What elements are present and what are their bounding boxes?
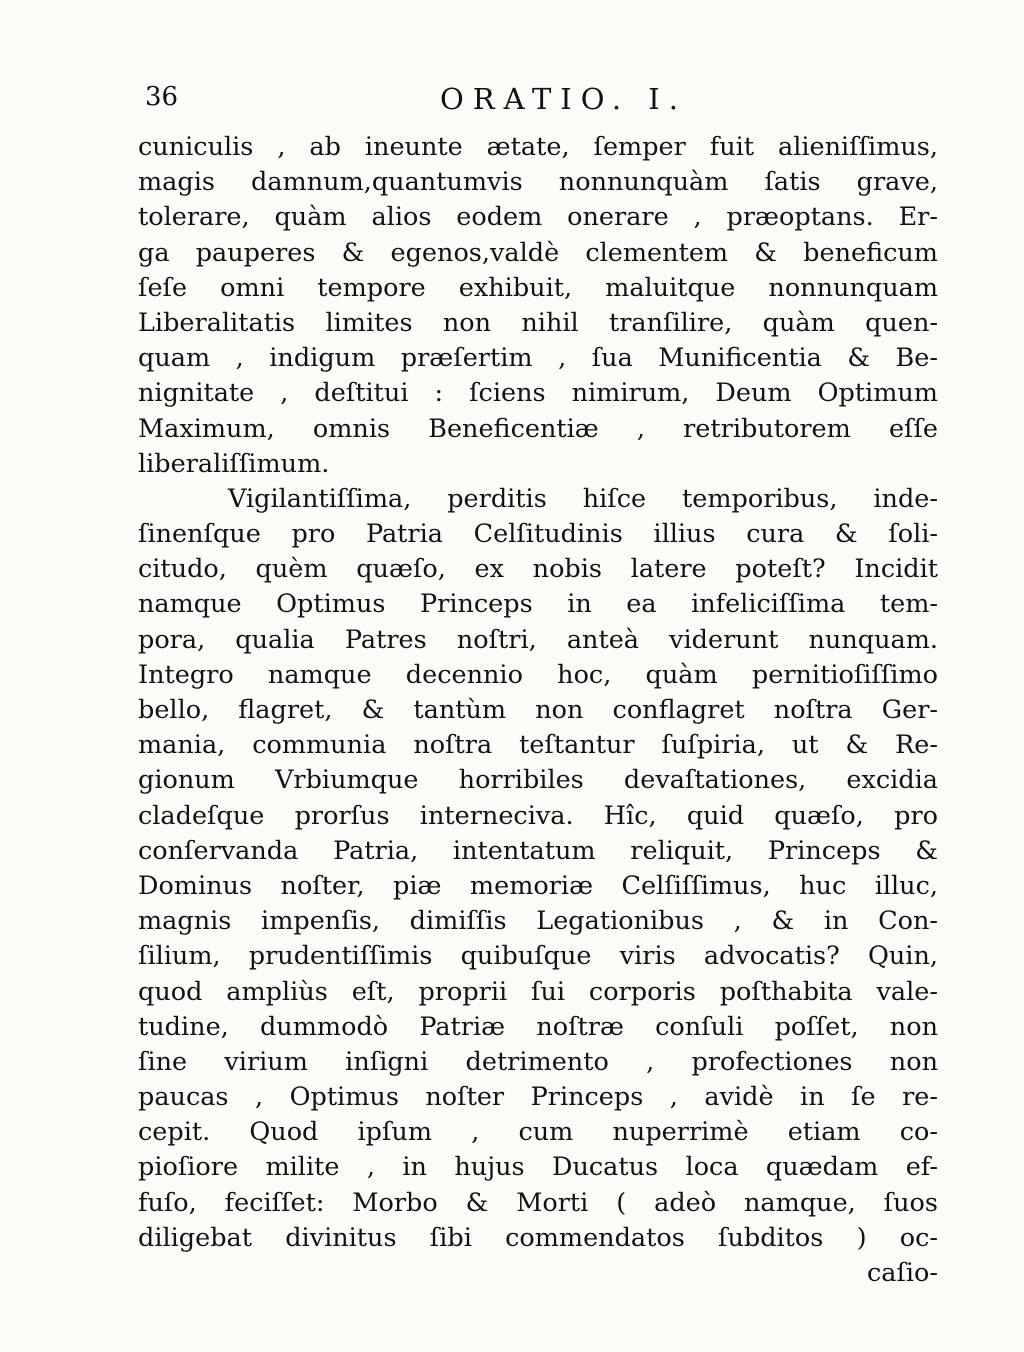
text-line: tolerare, quàm alios eodem onerare , præoptans. Er-	[138, 202, 938, 233]
text-line: bello, flagret, & tantùm non conflagret noſtra Ger-	[138, 695, 938, 725]
text-line: quod ampliùs eſt, proprii ſui corporis poſthabita vale-	[138, 976, 938, 1007]
text-line: nignitate , deſtitui : ſciens nimirum, Deum Optimum	[138, 378, 938, 409]
text-line: ſine virium inſigni detrimento , profectiones non	[138, 1046, 938, 1077]
text-line: cladeſque prorſus interneciva. Hîc, quid quæſo, pro	[138, 800, 938, 831]
body-text	[138, 130, 938, 1291]
text-line: quam , indigum præſertim , ſua Munificentia & Be-	[138, 343, 938, 374]
text-line: paucas , Optimus noſter Princeps , avidè in ſe re-	[138, 1082, 938, 1113]
text-line: conſervanda Patria, intentatum reliquit, Princeps &	[138, 835, 938, 866]
text-line: Dominus noſter, piæ memoriæ Celſiſſimus, huc illuc,	[138, 870, 938, 901]
catchword: caſio-	[866, 1258, 938, 1288]
text-line: pioſiore milite , in hujus Ducatus loca quædam ef-	[138, 1152, 938, 1183]
text-line: tudine, dummodò Patriæ noſtræ conſuli poſſet, non	[138, 1011, 938, 1042]
text-line: gionum Vrbiumque horribiles devaſtationes, excidia	[138, 765, 938, 796]
text-line: ga pauperes & egenos,valdè clementem & beneficum	[138, 237, 938, 268]
paragraph-end-line: liberaliſſimum.	[138, 448, 330, 479]
page-header	[0, 82, 1024, 122]
text-line: Liberalitatis limites non nihil tranſilire, quàm quen-	[138, 307, 938, 338]
text-line: Integro namque decennio hoc, quàm pernitioſiſſimo	[138, 659, 938, 690]
text-line: Maximum, omnis Beneficentiæ , retributorem eſſe	[138, 413, 938, 444]
text-line: ſilium, prudentiſſimis quibuſque viris advocatis? Quin,	[138, 941, 938, 972]
text-line: pora, qualia Patres noſtri, anteà viderunt nunquam.	[138, 624, 938, 655]
text-line: ſeſe omni tempore exhibuit, maluitque nonnunquam	[138, 272, 938, 303]
text-line: citudo, quèm quæſo, ex nobis latere poteſt? Incidit	[138, 554, 938, 585]
page-number: 36	[145, 82, 179, 112]
text-line: magnis impenſis, dimiſſis Legationibus , & in Con-	[138, 906, 938, 937]
text-line: diligebat divinitus ſibi commendatos ſubditos ) oc-	[138, 1222, 938, 1253]
running-head: ORATIO. I.	[440, 82, 687, 116]
paragraph-first-line: Vigilantiſſima, perditis hiſce temporibus, inde-	[228, 483, 938, 514]
text-line: namque Optimus Princeps in ea infeliciſſima tem-	[138, 589, 938, 620]
text-line: fuſo, feciſſet: Morbo & Morti ( adeò namque, ſuos	[138, 1187, 938, 1218]
text-line: cuniculis , ab ineunte ætate, ſemper fuit alieniſſimus,	[138, 132, 938, 162]
text-line: mania, communia noſtra teſtantur ſuſpiria, ut & Re-	[138, 730, 938, 761]
text-line: ſinenſque pro Patria Celſitudinis illius cura & ſoli-	[138, 519, 938, 550]
text-line: cepit. Quod ipſum , cum nuperrimè etiam co-	[138, 1117, 938, 1148]
text-line: magis damnum,quantumvis nonnunquàm ſatis grave,	[138, 167, 938, 198]
